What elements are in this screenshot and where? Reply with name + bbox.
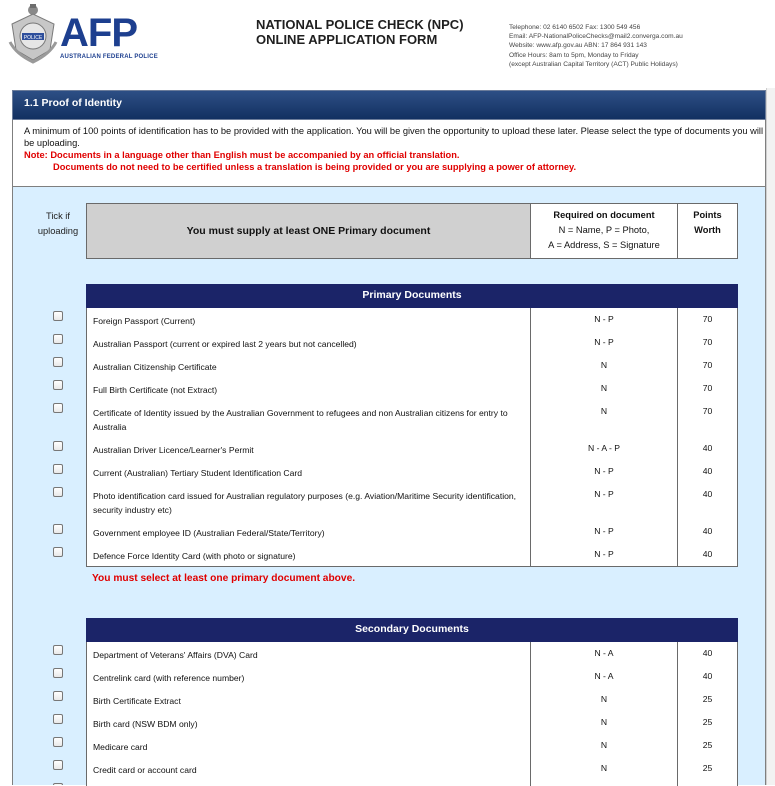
table-row bbox=[86, 354, 738, 378]
checkbox-foreign-passport[interactable] bbox=[53, 311, 63, 321]
column-header-points bbox=[677, 203, 738, 259]
table-row bbox=[86, 688, 738, 712]
column-header-required bbox=[530, 203, 678, 259]
table-row bbox=[86, 642, 738, 666]
document-points: 40 bbox=[677, 520, 738, 544]
document-required: N bbox=[530, 688, 678, 712]
document-points: 70 bbox=[677, 354, 738, 378]
contact-email: Email: AFP-NationalPoliceChecks@mail2.converga.com.au bbox=[509, 33, 683, 41]
checkbox-full-birth-certificate[interactable] bbox=[53, 380, 63, 390]
column-header-main: You must supply at least ONE Primary document bbox=[86, 203, 531, 259]
scrollbar-track[interactable] bbox=[766, 88, 775, 785]
afp-crest-icon bbox=[6, 2, 60, 64]
section-intro bbox=[12, 120, 766, 187]
tick-label-line1: Tick if bbox=[46, 211, 70, 221]
checkbox-australian-passport[interactable] bbox=[53, 334, 63, 344]
table-row bbox=[86, 460, 738, 484]
checkbox-student-id[interactable] bbox=[53, 464, 63, 474]
checkbox-dva-card[interactable] bbox=[53, 645, 63, 655]
document-points: 25 bbox=[677, 757, 738, 781]
note-translation: Note: Documents in a language other than English must be accompanied by an official translation. bbox=[24, 150, 460, 160]
checkbox-medicare-card[interactable] bbox=[53, 737, 63, 747]
contact-website: Website: www.afp.gov.au ABN: 17 864 931 143 bbox=[509, 42, 647, 50]
document-name-partial bbox=[86, 780, 531, 786]
document-name: Australian Driver Licence/Learner's Permit bbox=[86, 437, 531, 461]
document-required: N - A - P bbox=[530, 437, 678, 461]
intro-text: A minimum of 100 points of identification has to be provided with the application. You will be given the opportunity to upload these later. Please select the type of documents you will be uploading. bbox=[24, 126, 764, 148]
document-required: N bbox=[530, 734, 678, 758]
checkbox-driver-licence[interactable] bbox=[53, 441, 63, 451]
document-required: N - P bbox=[530, 543, 678, 567]
required-legend-1: N = Name, P = Photo, bbox=[558, 225, 650, 235]
document-required: N - P bbox=[530, 483, 678, 521]
document-points-partial bbox=[677, 780, 738, 786]
document-points: 40 bbox=[677, 543, 738, 567]
document-points: 70 bbox=[677, 400, 738, 438]
contact-holidays: (except Australian Capital Territory (ACT) Public Holidays) bbox=[509, 60, 678, 68]
document-name: Photo identification card issued for Australian regulatory purposes (e.g. Aviation/Maritime Security identification, security industry etc) bbox=[86, 483, 531, 521]
afp-logo-subtitle: AUSTRALIAN FEDERAL POLICE bbox=[60, 54, 158, 60]
document-name: Medicare card bbox=[86, 734, 531, 758]
document-required: N bbox=[530, 711, 678, 735]
checkbox-credit-card[interactable] bbox=[53, 760, 63, 770]
tick-label-line2: uploading bbox=[37, 226, 79, 236]
secondary-documents-header: Secondary Documents bbox=[86, 618, 738, 642]
document-name: Certificate of Identity issued by the Australian Government to refugees and non Australian citizens for entry to Australia bbox=[86, 400, 531, 438]
tick-column-label bbox=[30, 209, 86, 239]
document-name: Current (Australian) Tertiary Student Identification Card bbox=[86, 460, 531, 484]
points-label-2: Worth bbox=[694, 225, 721, 235]
table-row bbox=[86, 543, 738, 567]
document-points: 70 bbox=[677, 308, 738, 332]
document-name: Credit card or account card bbox=[86, 757, 531, 781]
document-points: 70 bbox=[677, 331, 738, 355]
document-name: Australian Citizenship Certificate bbox=[86, 354, 531, 378]
table-row bbox=[86, 308, 738, 332]
contact-phone: Telephone: 02 6140 6502 Fax: 1300 549 456 bbox=[509, 24, 641, 31]
primary-validation-error: You must select at least one primary document above. bbox=[92, 573, 356, 584]
afp-logo-text: AFP bbox=[60, 11, 137, 55]
document-points: 40 bbox=[677, 460, 738, 484]
document-required: N - P bbox=[530, 331, 678, 355]
document-name: Government employee ID (Australian Federal/State/Territory) bbox=[86, 520, 531, 544]
document-name: Birth Certificate Extract bbox=[86, 688, 531, 712]
form-header bbox=[0, 0, 775, 90]
document-name: Centrelink card (with reference number) bbox=[86, 665, 531, 689]
document-points: 25 bbox=[677, 734, 738, 758]
contact-details bbox=[509, 23, 683, 69]
primary-documents-header: Primary Documents bbox=[86, 284, 738, 308]
table-row bbox=[86, 665, 738, 689]
document-name: Birth card (NSW BDM only) bbox=[86, 711, 531, 735]
required-legend-2: A = Address, S = Signature bbox=[548, 240, 660, 250]
table-row bbox=[86, 734, 738, 758]
checkbox-citizenship-certificate[interactable] bbox=[53, 357, 63, 367]
table-row bbox=[86, 377, 738, 401]
table-row bbox=[86, 331, 738, 355]
document-required: N - P bbox=[530, 460, 678, 484]
document-required: N bbox=[530, 400, 678, 438]
checkbox-government-employee-id[interactable] bbox=[53, 524, 63, 534]
form-title-line-1: NATIONAL POLICE CHECK (NPC) bbox=[256, 17, 464, 32]
document-required-partial bbox=[530, 780, 678, 786]
table-row bbox=[86, 520, 738, 544]
document-points: 40 bbox=[677, 642, 738, 666]
document-points: 70 bbox=[677, 377, 738, 401]
document-points: 25 bbox=[677, 688, 738, 712]
checkbox-birth-certificate-extract[interactable] bbox=[53, 691, 63, 701]
document-points: 40 bbox=[677, 483, 738, 521]
contact-hours: Office Hours: 8am to 5pm, Monday to Friday bbox=[509, 51, 639, 59]
table-row bbox=[86, 400, 738, 438]
document-required: N bbox=[530, 757, 678, 781]
document-name: Foreign Passport (Current) bbox=[86, 308, 531, 332]
checkbox-certificate-of-identity[interactable] bbox=[53, 403, 63, 413]
document-required: N - A bbox=[530, 642, 678, 666]
crest-text: POLICE bbox=[23, 35, 43, 41]
note-certification: Documents do not need to be certified unless a translation is being provided or you are supplying a power of attorney. bbox=[53, 162, 577, 172]
checkbox-birth-card[interactable] bbox=[53, 714, 63, 724]
points-label-1: Points bbox=[693, 210, 722, 220]
table-row bbox=[86, 483, 738, 521]
document-name: Defence Force Identity Card (with photo or signature) bbox=[86, 543, 531, 567]
section-title: 1.1 Proof of Identity bbox=[12, 90, 766, 120]
document-points: 40 bbox=[677, 437, 738, 461]
document-name: Australian Passport (current or expired last 2 years but not cancelled) bbox=[86, 331, 531, 355]
document-name: Department of Veterans' Affairs (DVA) Card bbox=[86, 642, 531, 666]
document-name: Full Birth Certificate (not Extract) bbox=[86, 377, 531, 401]
table-row bbox=[86, 757, 738, 781]
checkbox-centrelink-card[interactable] bbox=[53, 668, 63, 678]
table-row bbox=[86, 711, 738, 735]
document-points: 40 bbox=[677, 665, 738, 689]
document-points: 25 bbox=[677, 711, 738, 735]
document-required: N - P bbox=[530, 308, 678, 332]
table-row bbox=[86, 437, 738, 461]
checkbox-regulatory-photo-id[interactable] bbox=[53, 487, 63, 497]
document-required: N - P bbox=[530, 520, 678, 544]
checkbox-defence-force-id[interactable] bbox=[53, 547, 63, 557]
form-title-line-2: ONLINE APPLICATION FORM bbox=[256, 32, 438, 47]
document-required: N - A bbox=[530, 665, 678, 689]
document-required: N bbox=[530, 377, 678, 401]
required-title: Required on document bbox=[553, 210, 655, 220]
scrollbar-track-top bbox=[766, 0, 775, 88]
document-required: N bbox=[530, 354, 678, 378]
table-row-partial bbox=[86, 780, 738, 785]
